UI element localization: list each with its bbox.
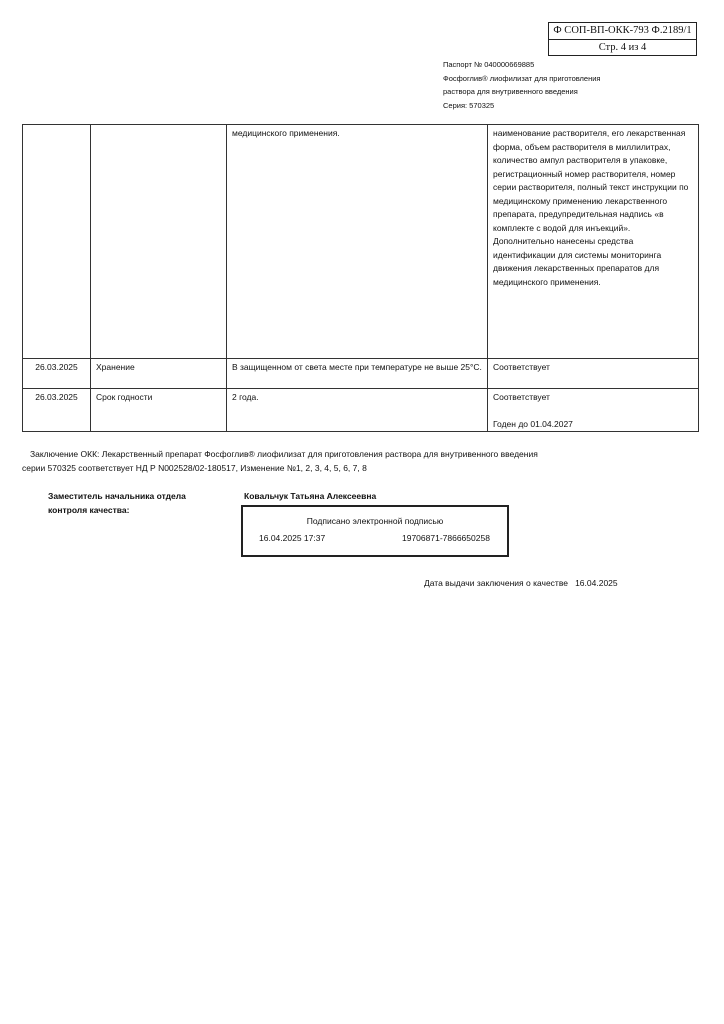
passport-header xyxy=(443,58,601,112)
table-row-shelf-life xyxy=(23,389,699,432)
table-cell-result: наименование растворителя, его лекарственная форма, объем растворителя в миллилитрах, количество ампул растворителя в упаковке, регистрационный номер растворителя, номер серии растворителя, полный текст инструкции по медицинскому применению лекарственного препарата, предупредительная надпись «в комплекте с водой для инъекций». Дополнительно нанесены средства идентификации для системы мониторинга движения лекарственных препаратов для медицинского применения. xyxy=(488,125,699,359)
result-note: Годен до 01.04.2027 xyxy=(493,418,573,429)
table-cell-date: 26.03.2025 xyxy=(23,389,91,432)
quality-table xyxy=(22,124,699,432)
table-cell-indicator: Хранение xyxy=(91,359,227,389)
conclusion-line2: серии 570325 соответствует НД Р N002528/02-180517, Изменение №1, 2, 3, 4, 5, 6, 7, 8 xyxy=(22,462,367,473)
signature-caption: Подписано электронной подписью xyxy=(306,516,444,526)
table-cell-requirement: 2 года. xyxy=(227,389,488,432)
result-value: Соответствует xyxy=(493,392,550,402)
signer-position xyxy=(48,490,186,517)
table-row-storage xyxy=(23,359,699,389)
form-code-box xyxy=(548,22,697,56)
signer-name: Ковальчук Татьяна Алексеевна xyxy=(244,491,377,501)
issue-date xyxy=(424,578,618,588)
series-number: Серия: 570325 xyxy=(443,100,495,110)
passport-number: Паспорт № 040000669885 xyxy=(443,60,535,69)
table-cell-indicator xyxy=(91,125,227,359)
electronic-signature-stamp xyxy=(241,505,509,557)
table-cell-date xyxy=(23,125,91,359)
signer-position-line2: контроля качества: xyxy=(48,504,130,515)
table-cell-indicator: Срок годности xyxy=(91,389,227,432)
signature-certificate: 19706871-7866650258 xyxy=(402,533,490,543)
product-name-line1: Фосфоглив® лиофилизат для приготовления xyxy=(443,73,601,83)
issue-date-value: 16.04.2025 xyxy=(575,578,618,588)
qc-conclusion xyxy=(22,448,682,475)
signature-datetime: 16.04.2025 17:37 xyxy=(259,533,326,543)
form-code: Ф СОП-ВП-ОКК-793 Ф.2189/1 xyxy=(549,23,696,40)
table-cell-date: 26.03.2025 xyxy=(23,359,91,389)
table-cell-result xyxy=(488,389,699,432)
result-value: Соответствует xyxy=(493,362,550,372)
table-cell-requirement: медицинского применения. xyxy=(227,125,488,359)
table-cell-result xyxy=(488,359,699,389)
table-row-continuation xyxy=(23,125,699,359)
signer-position-line1: Заместитель начальника отдела xyxy=(48,491,186,501)
page-number: Стр. 4 из 4 xyxy=(598,42,647,53)
conclusion-line1: Заключение ОКК: Лекарственный препарат Фосфоглив® лиофилизат для приготовления раствора для внутривенного введения xyxy=(30,449,538,459)
issue-date-label: Дата выдачи заключения о качестве xyxy=(424,578,568,588)
product-name-line2: раствора для внутривенного введения xyxy=(443,87,578,96)
table-cell-requirement: В защищенном от света месте при температуре не выше 25°С. xyxy=(227,359,488,389)
